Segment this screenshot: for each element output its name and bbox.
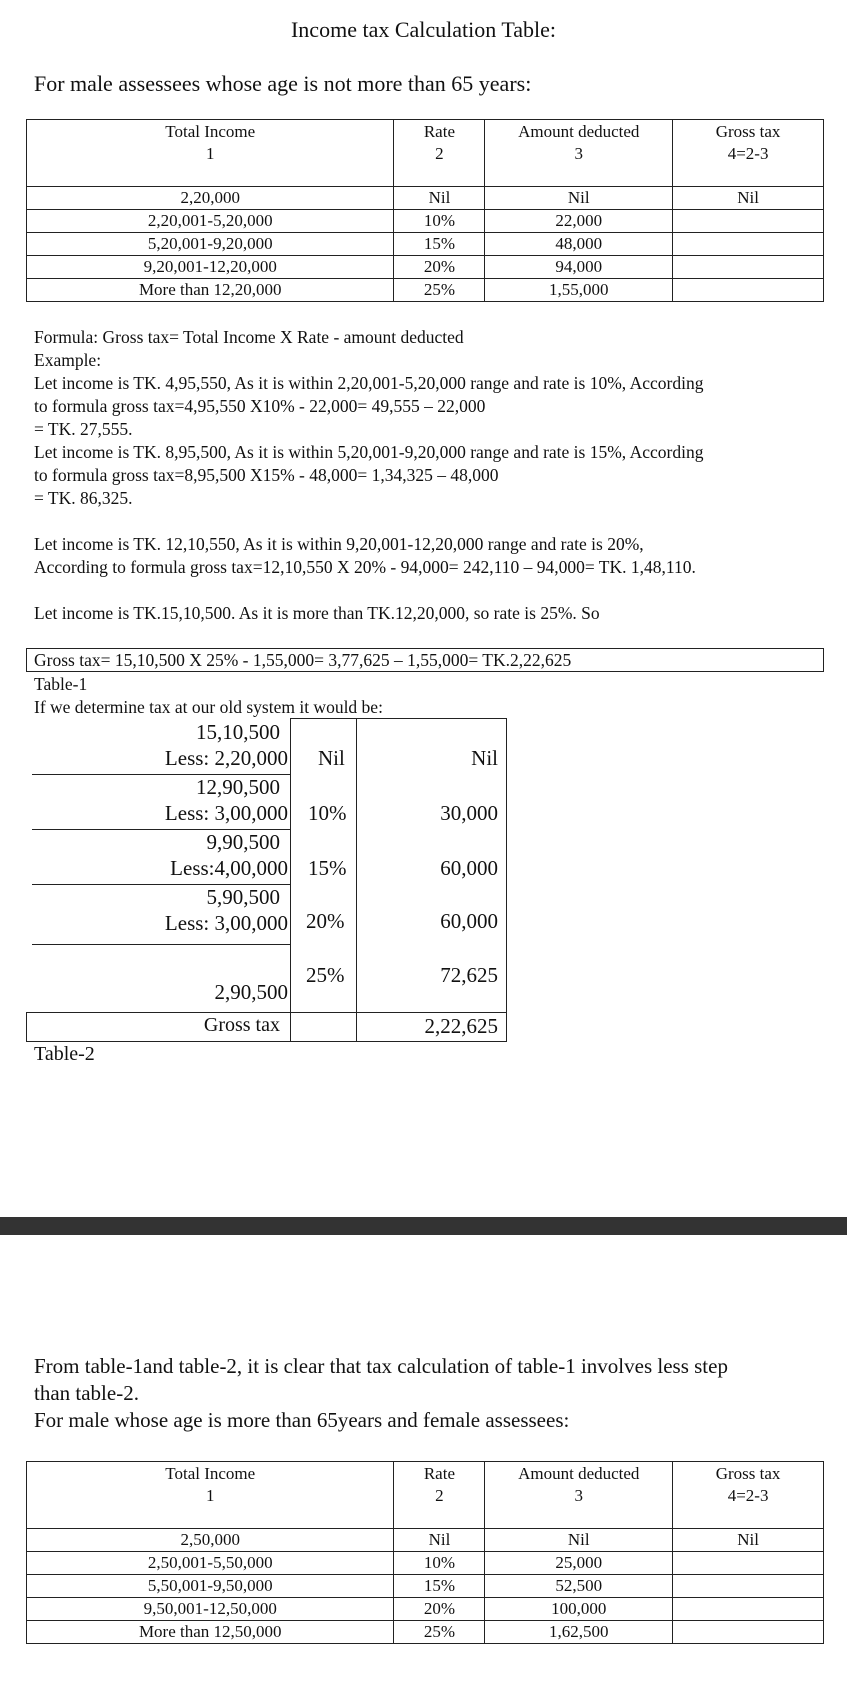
- table-2-label: Table-2: [34, 1043, 95, 1065]
- old-system-intro: If we determine tax at our old system it would be:: [34, 697, 383, 717]
- header-amount-deducted: Amount deducted 3: [485, 1462, 673, 1529]
- old-tax-3: 60,000: [440, 856, 498, 880]
- table-header-row: [27, 1462, 824, 1529]
- header-gross-tax: Gross tax 4=2-3: [673, 120, 824, 187]
- conclusion-line-2: than table-2.: [34, 1381, 139, 1405]
- table-row: 9,50,001-12,50,000 20% 100,000: [27, 1598, 824, 1621]
- example-2-line-2: to formula gross tax=8,95,500 X15% - 48,000= 1,34,325 – 48,000: [34, 465, 499, 485]
- old-tax-1: Nil: [471, 746, 498, 770]
- old-tax-4: 60,000: [440, 909, 498, 933]
- old-less-4: Less: 3,00,000: [164, 911, 288, 935]
- table-1-label: Table-1: [34, 674, 88, 694]
- table-row: 2,50,001-5,50,000 10% 25,000: [27, 1552, 824, 1575]
- old-remaining-1: 12,90,500: [196, 775, 280, 799]
- old-rate-2: 10%: [308, 801, 347, 825]
- old-remaining-2: 9,90,500: [206, 830, 280, 854]
- header-total-income: Total Income 1: [27, 120, 394, 187]
- old-tax-2: 30,000: [440, 801, 498, 825]
- formula-line: Formula: Gross tax= Total Income X Rate - amount deducted: [34, 327, 464, 347]
- table-row: 9,20,001-12,20,000 20% 94,000: [27, 256, 824, 279]
- table-row: 5,50,001-9,50,000 15% 52,500: [27, 1575, 824, 1598]
- example-3-line-2: According to formula gross tax=12,10,550 X 20% - 94,000= 242,110 – 94,000= TK. 1,48,110.: [34, 557, 696, 577]
- male-section-heading: For male assessees whose age is not more than 65 years:: [34, 71, 532, 96]
- old-final-remaining: 2,90,500: [214, 980, 288, 1004]
- header-rate: Rate 2: [394, 1462, 485, 1529]
- old-rate-1: Nil: [318, 746, 345, 770]
- table-row: 5,20,001-9,20,000 15% 48,000: [27, 233, 824, 256]
- page-break-divider: [0, 1217, 847, 1235]
- table-row: More than 12,20,000 25% 1,55,000: [27, 279, 824, 302]
- old-tax-5: 72,625: [440, 963, 498, 987]
- example-4-line: Let income is TK.15,10,500. As it is more than TK.12,20,000, so rate is 25%. So: [34, 603, 600, 623]
- table-row: 2,20,001-5,20,000 10% 22,000: [27, 210, 824, 233]
- example-2-line-1: Let income is TK. 8,95,500, As it is within 5,20,001-9,20,000 range and rate is 15%, According: [34, 442, 704, 462]
- header-gross-tax: Gross tax 4=2-3: [673, 1462, 824, 1529]
- boxed-gross-tax: [26, 648, 824, 672]
- example-1-line-2: to formula gross tax=4,95,550 X10% - 22,000= 49,555 – 22,000: [34, 396, 486, 416]
- old-less-3: Less:4,00,000: [170, 856, 288, 880]
- example-label: Example:: [34, 350, 102, 370]
- example-2-line-3: = TK. 86,325.: [34, 488, 133, 508]
- old-system-table: [26, 718, 506, 1042]
- old-rate-3: 15%: [308, 856, 347, 880]
- old-rate-4: 20%: [306, 909, 345, 933]
- example-3-line-1: Let income is TK. 12,10,550, As it is within 9,20,001-12,20,000 range and rate is 20%,: [34, 534, 644, 554]
- old-less-2: Less: 3,00,000: [164, 801, 288, 825]
- old-gross-tax-label: Gross tax: [203, 1014, 280, 1036]
- example-1-line-1: Let income is TK. 4,95,550, As it is within 2,20,001-5,20,000 range and rate is 10%, According: [34, 373, 704, 393]
- male-rate-table: [26, 119, 824, 302]
- page-title: Income tax Calculation Table:: [290, 17, 557, 42]
- old-rate-5: 25%: [306, 963, 345, 987]
- old-remaining-3: 5,90,500: [206, 885, 280, 909]
- old-gross-tax-value: 2,22,625: [424, 1014, 498, 1038]
- header-rate: Rate 2: [394, 120, 485, 187]
- conclusion-line-1: From table-1and table-2, it is clear that tax calculation of table-1 involves less step: [34, 1354, 728, 1378]
- table-header-row: [27, 120, 824, 187]
- old-start-income: 15,10,500: [196, 720, 280, 744]
- table-row: 2,50,000 Nil Nil Nil: [27, 1529, 824, 1552]
- table-row: More than 12,50,000 25% 1,62,500: [27, 1621, 824, 1644]
- female-rate-table: [26, 1461, 824, 1644]
- female-section-heading: For male whose age is more than 65years and female assessees:: [34, 1408, 570, 1432]
- header-amount-deducted: Amount deducted 3: [485, 120, 673, 187]
- table-row: 2,20,000 Nil Nil Nil: [27, 187, 824, 210]
- example-1-line-3: = TK. 27,555.: [34, 419, 133, 439]
- header-total-income: Total Income 1: [27, 1462, 394, 1529]
- old-less-1: Less: 2,20,000: [164, 746, 288, 770]
- boxed-gross-tax-text: Gross tax= 15,10,500 X 25% - 1,55,000= 3,77,625 – 1,55,000= TK.2,22,625: [34, 650, 572, 670]
